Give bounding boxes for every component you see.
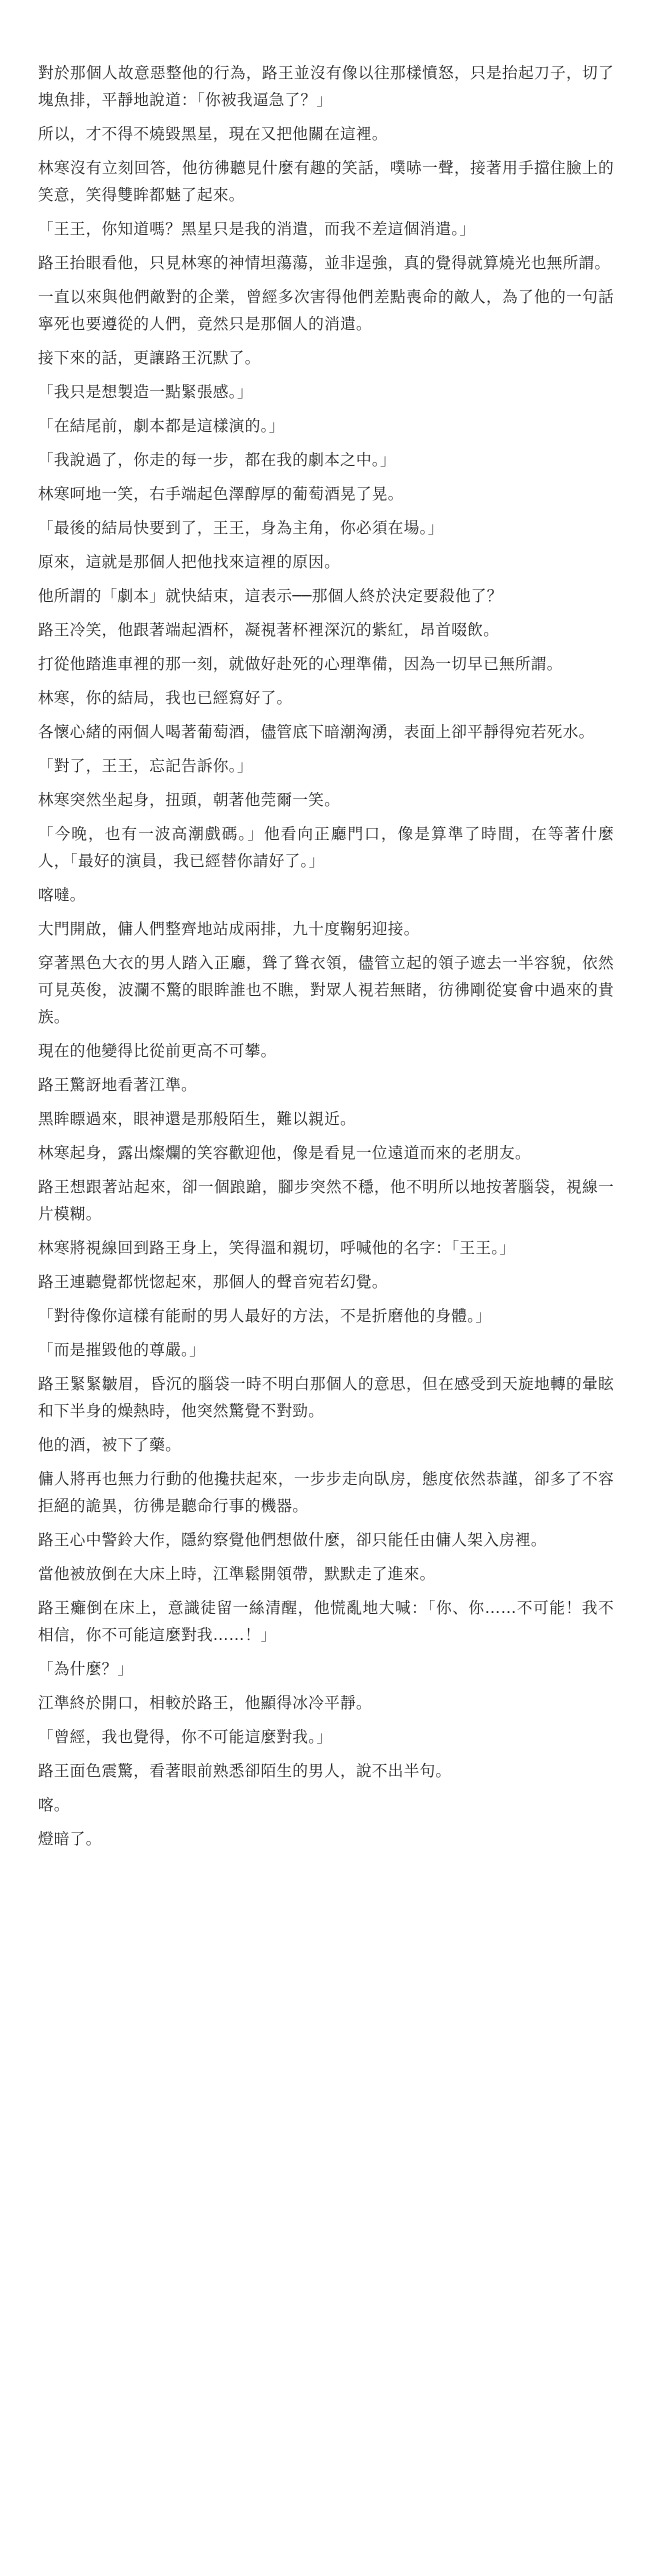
paragraph: 對於那個人故意惡整他的行為，路王並沒有像以往那樣憤怒，只是抬起刀子，切了塊魚排，平靜地說道：「你被我逼急了？」	[38, 64, 614, 109]
paragraph: 打從他踏進車裡的那一刻，就做好赴死的心理準備，因為一切早已無所謂。	[38, 655, 563, 673]
paragraph: 「而是摧毀他的尊嚴。」	[38, 1341, 206, 1359]
paragraph: 當他被放倒在大床上時，江準鬆開領帶，默默走了進來。	[38, 1565, 436, 1583]
paragraph: 所以，才不得不燒毀黑星，現在又把他關在這裡。	[38, 125, 388, 143]
paragraph: 林寒突然坐起身，扭頭，朝著他莞爾一笑。	[38, 791, 341, 809]
paragraph: 林寒將視線回到路王身上，笑得溫和親切，呼喊他的名字：「王王。」	[38, 1239, 516, 1257]
paragraph: 喀。	[38, 1796, 70, 1814]
paragraph: 路王連聽覺都恍惚起來，那個人的聲音宛若幻覺。	[38, 1273, 388, 1291]
paragraph: 「曾經，我也覺得，你不可能這麼對我。」	[38, 1728, 333, 1746]
paragraph: 林寒起身，露出燦爛的笑容歡迎他，像是看見一位遠道而來的老朋友。	[38, 1144, 531, 1162]
paragraph: 喀噠。	[38, 886, 86, 904]
story-text	[38, 60, 614, 1853]
paragraph: 「王王，你知道嗎？黑星只是我的消遣，而我不差這個消遣。」	[38, 220, 476, 238]
paragraph: 現在的他變得比從前更高不可攀。	[38, 1042, 277, 1060]
paragraph: 大門開啟，傭人們整齊地站成兩排，九十度鞠躬迎接。	[38, 920, 420, 938]
paragraph: 他所謂的「劇本」就快結束，這表示──那個人終於決定要殺他了？	[38, 587, 503, 605]
paragraph: 路王想跟著站起來，卻一個踉蹌，腳步突然不穩，他不明所以地按著腦袋，視線一片模糊。	[38, 1178, 614, 1223]
paragraph: 一直以來與他們敵對的企業，曾經多次害得他們差點喪命的敵人，為了他的一句話寧死也要遵從的人們，竟然只是那個人的消遣。	[38, 288, 614, 333]
paragraph: 穿著黑色大衣的男人踏入正廳，聳了聳衣領，儘管立起的領子遮去一半容貌，依然可見英俊，波瀾不驚的眼眸誰也不瞧，對眾人視若無睹，彷彿剛從宴會中過來的貴族。	[38, 954, 614, 1026]
paragraph: 路王緊緊皺眉，昏沉的腦袋一時不明白那個人的意思，但在感受到天旋地轉的暈眩和下半身的燥熱時，他突然驚覺不對勁。	[38, 1375, 614, 1420]
paragraph: 江準終於開口，相較於路王，他顯得冰冷平靜。	[38, 1694, 372, 1712]
paragraph: 原來，這就是那個人把他找來這裡的原因。	[38, 553, 341, 571]
paragraph: 「對了，王王，忘記告訴你。」	[38, 757, 253, 775]
paragraph: 路王心中警鈴大作，隱約察覺他們想做什麼，卻只能任由傭人架入房裡。	[38, 1531, 547, 1549]
paragraph: 各懷心緒的兩個人喝著葡萄酒，儘管底下暗潮洶湧，表面上卻平靜得宛若死水。	[38, 723, 595, 741]
paragraph: 他的酒，被下了藥。	[38, 1436, 182, 1454]
paragraph: 路王冷笑，他跟著端起酒杯，凝視著杯裡深沉的紫紅，昂首啜飲。	[38, 621, 500, 639]
paragraph: 傭人將再也無力行動的他攙扶起來，一步步走向臥房，態度依然恭謹，卻多了不容拒絕的詭異，彷彿是聽命行事的機器。	[38, 1470, 614, 1515]
paragraph: 「我說過了，你走的每一步，都在我的劇本之中。」	[38, 451, 396, 469]
paragraph: 燈暗了。	[38, 1830, 102, 1848]
paragraph: 路王面色震驚，看著眼前熟悉卻陌生的男人，說不出半句。	[38, 1762, 452, 1780]
paragraph: 林寒沒有立刻回答，他彷彿聽見什麼有趣的笑話，噗哧一聲，接著用手擋住臉上的笑意，笑得雙眸都魅了起來。	[38, 159, 614, 204]
paragraph: 路王抬眼看他，只見林寒的神情坦蕩蕩，並非逞強，真的覺得就算燒光也無所謂。	[38, 254, 611, 272]
paragraph: 「今晚，也有一波高潮戲碼。」他看向正廳門口，像是算準了時間，在等著什麼人，「最好的演員，我已經替你請好了。」	[38, 825, 614, 870]
paragraph: 「為什麼？」	[38, 1660, 134, 1678]
paragraph: 林寒，你的結局，我也已經寫好了。	[38, 689, 293, 707]
paragraph: 接下來的話，更讓路王沉默了。	[38, 349, 261, 367]
paragraph: 「對待像你這樣有能耐的男人最好的方法，不是折磨他的身體。」	[38, 1307, 492, 1325]
paragraph: 「我只是想製造一點緊張感。」	[38, 383, 253, 401]
paragraph: 「在結尾前，劇本都是這樣演的。」	[38, 417, 285, 435]
paragraph: 路王驚訝地看著江準。	[38, 1076, 198, 1094]
paragraph: 「最後的結局快要到了，王王，身為主角，你必須在場。」	[38, 519, 444, 537]
paragraph: 路王癱倒在床上，意識徒留一絲清醒，他慌亂地大喊：「你、你……不可能！我不相信，你不可能這麼對我……！」	[38, 1599, 614, 1644]
paragraph: 黑眸瞟過來，眼神還是那般陌生，難以親近。	[38, 1110, 357, 1128]
paragraph: 林寒呵地一笑，右手端起色澤醇厚的葡萄酒晃了晃。	[38, 485, 404, 503]
